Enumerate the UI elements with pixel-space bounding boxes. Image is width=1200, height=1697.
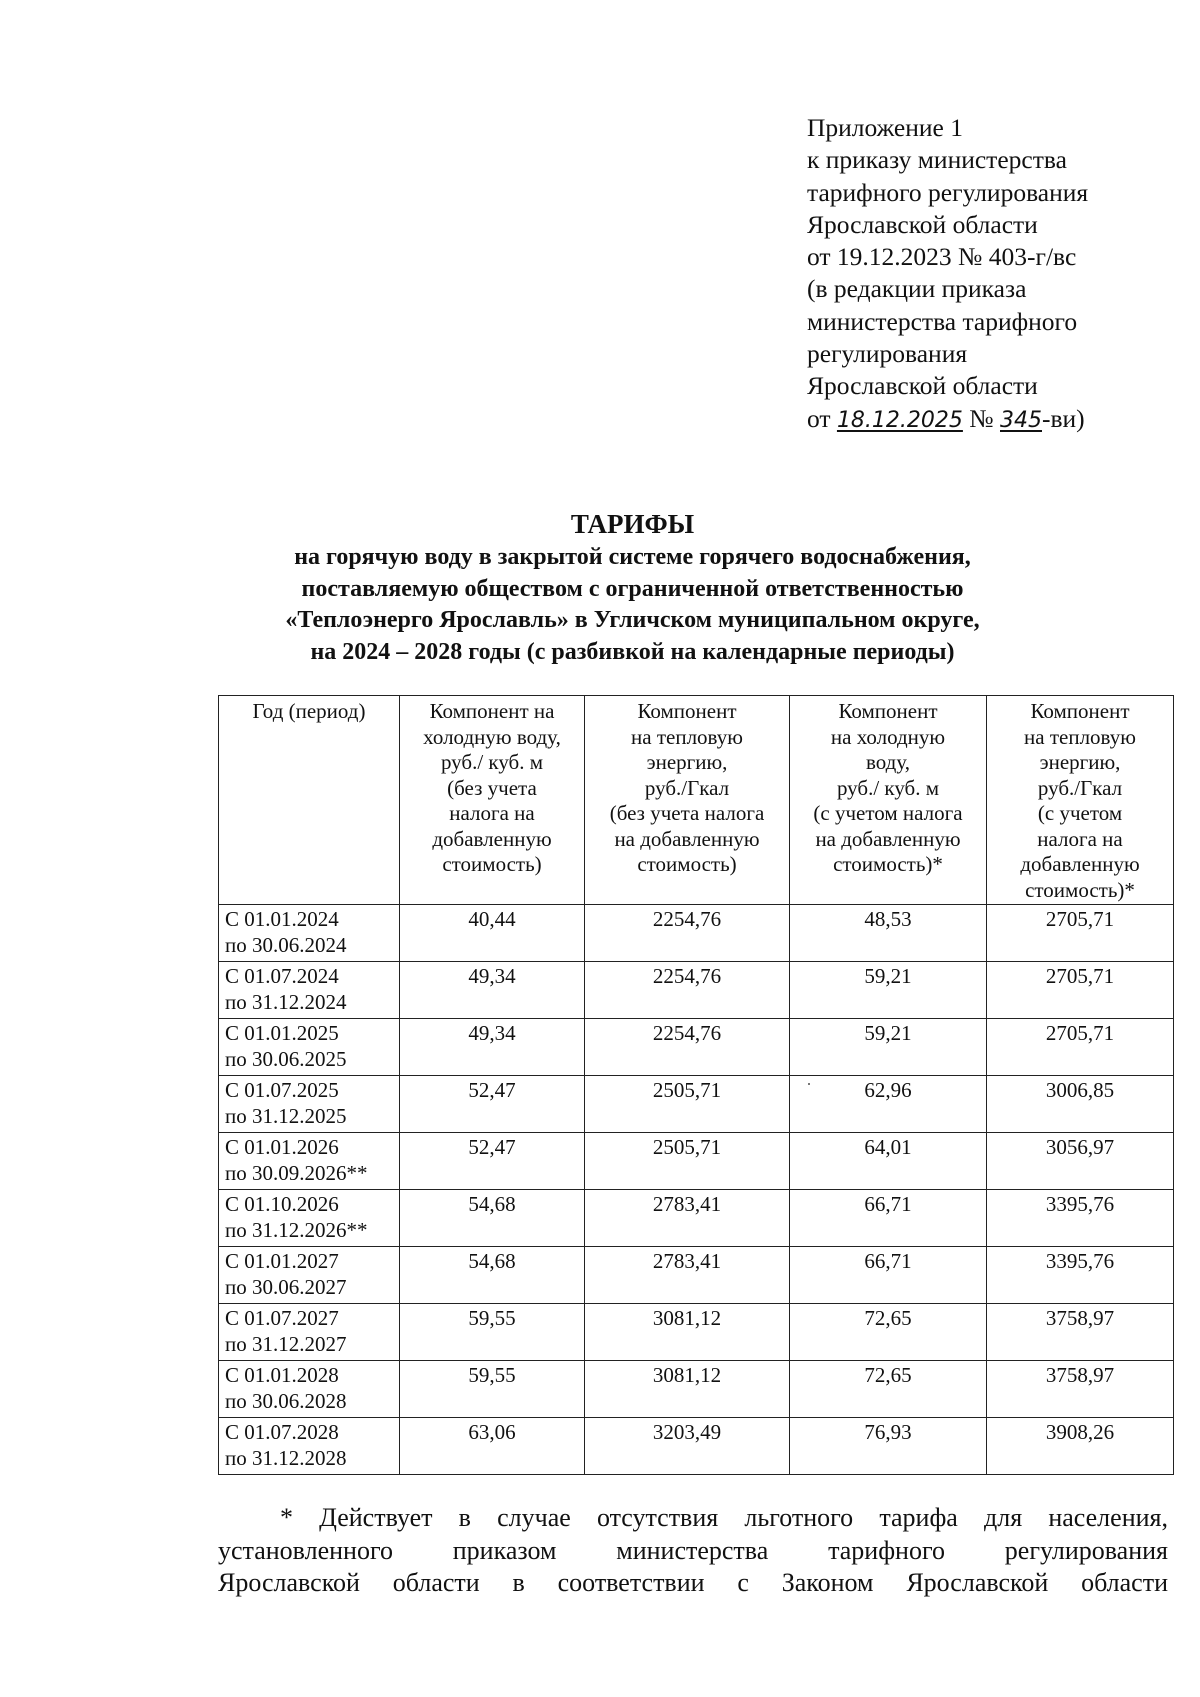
cold-water-no-vat-cell: 52,47	[400, 1076, 585, 1133]
header-line: руб./Гкал	[1037, 775, 1123, 800]
table-body	[219, 905, 1174, 1475]
header-line: стоимость)*	[833, 852, 943, 876]
cold-water-vat-cell: 66,71	[790, 1190, 987, 1247]
header-line: налога на	[1037, 826, 1123, 851]
cold-water-no-vat-cell: 49,34	[400, 1019, 585, 1076]
heat-energy-no-vat-cell: 2254,76	[585, 905, 790, 962]
cold-water-vat-cell: 59,21	[790, 1019, 987, 1076]
period-to: по 31.12.2027	[225, 1331, 347, 1356]
appendix-line: регулирования	[807, 339, 968, 369]
number-sign: №	[969, 403, 994, 433]
period-to: по 30.06.2027	[225, 1274, 347, 1299]
period-to: по 30.06.2024	[225, 932, 347, 957]
handwritten-number: 345	[1000, 407, 1042, 433]
period-from: С 01.01.2028	[225, 1363, 339, 1387]
heat-energy-vat-cell: 3758,97	[987, 1361, 1174, 1418]
table-header-row	[219, 696, 1174, 905]
period-from: С 01.07.2025	[225, 1078, 339, 1102]
header-line: Год (период)	[252, 699, 366, 723]
tariffs-table	[218, 695, 1174, 1475]
period-cell	[219, 1361, 400, 1418]
cold-water-no-vat-cell: 54,68	[400, 1190, 585, 1247]
cold-water-vat-cell: 76,93	[790, 1418, 987, 1475]
table-row	[219, 905, 1174, 962]
period-from: С 01.01.2026	[225, 1135, 339, 1159]
cold-water-vat-cell: 66,71	[790, 1247, 987, 1304]
header-line: Компонент	[637, 699, 737, 723]
period-from: С 01.01.2025	[225, 1021, 339, 1045]
header-line: (без учета налога	[609, 801, 765, 825]
table-row	[219, 1076, 1174, 1133]
header-line: на тепловую	[1024, 724, 1136, 749]
heat-energy-vat-cell: 3056,97	[987, 1133, 1174, 1190]
period-from: С 01.01.2024	[225, 907, 339, 931]
title-main: ТАРИФЫ	[570, 509, 695, 539]
header-line: налога на	[449, 801, 535, 825]
appendix-line: Ярославской области	[807, 371, 1038, 401]
period-cell	[219, 1304, 400, 1361]
footnote	[218, 1502, 1168, 1600]
period-cell	[219, 905, 400, 962]
period-cell	[219, 1076, 400, 1133]
period-from: С 01.07.2027	[225, 1306, 339, 1330]
footnote-line: * Действует в случае отсутствия льготного тарифа для населения,	[280, 1503, 1168, 1532]
header-line: руб./ куб. м	[440, 750, 544, 774]
cold-water-no-vat-cell: 49,34	[400, 962, 585, 1019]
header-line: энергию,	[646, 750, 728, 774]
title-subline: «Теплоэнерго Ярославль» в Угличском муниципальном округе,	[285, 607, 980, 633]
heat-energy-no-vat-cell: 2783,41	[585, 1190, 790, 1247]
header-line: Компонент	[1030, 699, 1130, 723]
cold-water-vat-cell: 59,21	[790, 962, 987, 1019]
period-from: С 01.07.2028	[225, 1420, 339, 1444]
heat-energy-no-vat-cell: 3081,12	[585, 1304, 790, 1361]
header-cold-no-vat	[400, 696, 585, 905]
heat-energy-no-vat-cell: 2505,71	[585, 1133, 790, 1190]
cold-water-no-vat-cell: 54,68	[400, 1247, 585, 1304]
amendment-date-line	[807, 403, 1187, 437]
footnote-line: Ярославской области в соответствии с Законом Ярославской области	[218, 1568, 1168, 1597]
header-line: (с учетом	[1037, 801, 1123, 825]
table-row	[219, 1190, 1174, 1247]
cold-water-vat-cell: 72,65	[790, 1361, 987, 1418]
header-line: стоимость)	[637, 852, 737, 876]
period-to: по 30.09.2026**	[225, 1160, 368, 1185]
period-cell	[219, 962, 400, 1019]
header-line: добавленную	[1020, 852, 1140, 876]
period-cell	[219, 1418, 400, 1475]
heat-energy-no-vat-cell: 3203,49	[585, 1418, 790, 1475]
header-line: стоимость)*	[1025, 877, 1135, 902]
header-line: Компонент	[838, 699, 938, 723]
title-subline: на 2024 – 2028 годы (с разбивкой на календарные периоды)	[310, 638, 955, 665]
title-subline: поставляемую обществом с ограниченной ответственностью	[301, 575, 964, 602]
heat-energy-vat-cell: 3395,76	[987, 1190, 1174, 1247]
header-cold-vat	[790, 696, 987, 905]
heat-energy-no-vat-cell: 2254,76	[585, 1019, 790, 1076]
handwritten-date: 18.12.2025	[836, 407, 963, 433]
cold-water-vat-cell: 62,96	[790, 1076, 987, 1133]
header-line: на добавленную	[815, 826, 961, 851]
period-to: по 30.06.2025	[225, 1046, 347, 1071]
header-heat-no-vat	[585, 696, 790, 905]
cold-water-no-vat-cell: 59,55	[400, 1361, 585, 1418]
period-to: по 31.12.2024	[225, 989, 347, 1014]
header-line: добавленную	[432, 826, 552, 851]
appendix-line: тарифного регулирования	[807, 177, 1089, 207]
header-line: воду,	[866, 750, 910, 774]
period-from: С 01.01.2027	[225, 1249, 339, 1273]
heat-energy-no-vat-cell: 2505,71	[585, 1076, 790, 1133]
header-line: руб./Гкал	[644, 775, 730, 800]
period-from: С 01.07.2024	[225, 964, 339, 988]
header-heat-vat	[987, 696, 1174, 905]
appendix-line: к приказу министерства	[807, 145, 1067, 175]
heat-energy-no-vat-cell: 2254,76	[585, 962, 790, 1019]
heat-energy-vat-cell: 3006,85	[987, 1076, 1174, 1133]
table-row	[219, 962, 1174, 1019]
heat-energy-vat-cell: 3908,26	[987, 1418, 1174, 1475]
period-to: по 30.06.2028	[225, 1388, 347, 1413]
footnote-line: установленного приказом министерства тарифного регулирования	[218, 1535, 1168, 1565]
period-to: по 31.12.2028	[225, 1445, 347, 1470]
header-line: холодную воду,	[423, 724, 561, 749]
cold-water-vat-cell: 64,01	[790, 1133, 987, 1190]
period-cell	[219, 1190, 400, 1247]
period-to: по 31.12.2026**	[225, 1217, 368, 1242]
amendment-prefix: от	[807, 403, 831, 433]
appendix-line: Приложение 1	[807, 113, 963, 142]
heat-energy-vat-cell: 2705,71	[987, 962, 1174, 1019]
period-to: по 31.12.2025	[225, 1103, 347, 1128]
header-line: на добавленную	[614, 826, 760, 851]
amendment-suffix: -ви)	[1042, 403, 1085, 433]
table-row	[219, 1247, 1174, 1304]
appendix-line: Ярославской области	[807, 209, 1038, 239]
document-title	[210, 506, 1055, 668]
period-cell	[219, 1019, 400, 1076]
header-line: энергию,	[1039, 750, 1121, 774]
cold-water-vat-cell: 48,53	[790, 905, 987, 962]
heat-energy-vat-cell: 3758,97	[987, 1304, 1174, 1361]
heat-energy-no-vat-cell: 3081,12	[585, 1361, 790, 1418]
heat-energy-no-vat-cell: 2783,41	[585, 1247, 790, 1304]
header-line: руб./ куб. м	[836, 775, 940, 800]
cold-water-vat-cell: 72,65	[790, 1304, 987, 1361]
header-line: на тепловую	[631, 724, 743, 749]
scan-artifact	[808, 1083, 810, 1085]
appendix-line: министерства тарифного	[807, 306, 1078, 336]
header-line: стоимость)	[442, 852, 542, 876]
table-row	[219, 1304, 1174, 1361]
header-line: Компонент на	[429, 699, 555, 723]
table-row	[219, 1418, 1174, 1475]
title-subline: на горячую воду в закрытой системе горячего водоснабжения,	[294, 544, 971, 570]
appendix-line: (в редакции приказа	[807, 274, 1027, 304]
cold-water-no-vat-cell: 59,55	[400, 1304, 585, 1361]
appendix-header	[807, 112, 1187, 437]
header-period	[219, 696, 400, 905]
cold-water-no-vat-cell: 40,44	[400, 905, 585, 962]
cold-water-no-vat-cell: 52,47	[400, 1133, 585, 1190]
period-cell	[219, 1133, 400, 1190]
table-row	[219, 1361, 1174, 1418]
header-line: на холодную	[830, 724, 946, 749]
heat-energy-vat-cell: 2705,71	[987, 1019, 1174, 1076]
period-from: С 01.10.2026	[225, 1192, 339, 1216]
table-row	[219, 1019, 1174, 1076]
cold-water-no-vat-cell: 63,06	[400, 1418, 585, 1475]
heat-energy-vat-cell: 2705,71	[987, 905, 1174, 962]
table-row	[219, 1133, 1174, 1190]
period-cell	[219, 1247, 400, 1304]
appendix-line: от 19.12.2023 № 403-г/вс	[807, 242, 1077, 272]
header-line: (с учетом налога	[813, 801, 963, 825]
header-line: (без учета	[447, 775, 537, 800]
heat-energy-vat-cell: 3395,76	[987, 1247, 1174, 1304]
